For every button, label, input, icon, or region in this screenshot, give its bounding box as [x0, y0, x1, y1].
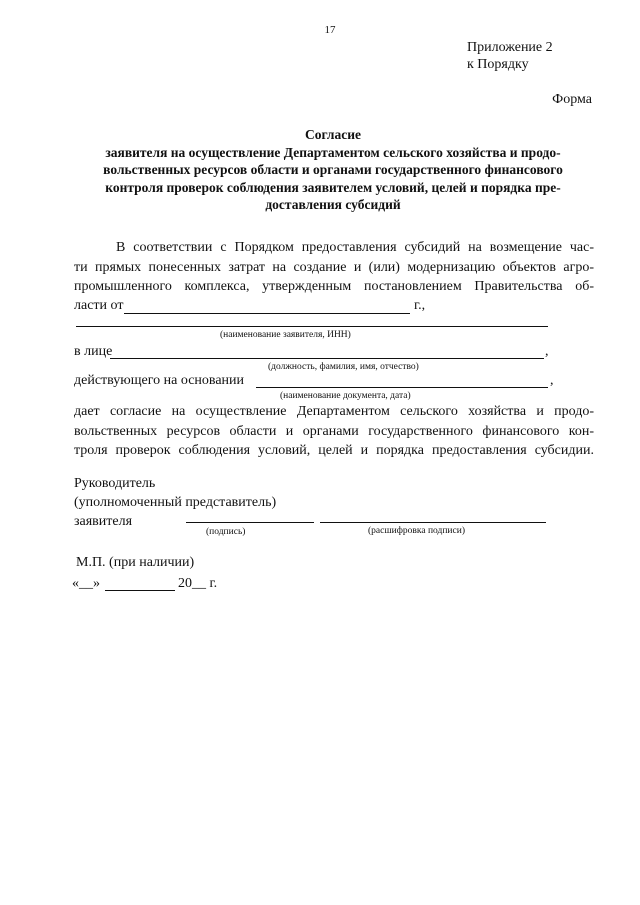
title-heading: Согласие — [304, 127, 362, 142]
signatory-line-2: (уполномоченный представитель) — [74, 495, 277, 510]
resolution-date-field[interactable] — [124, 313, 410, 314]
person-comma: , — [545, 344, 549, 359]
acting-label: действующего на основании — [74, 373, 245, 388]
document-title — [76, 126, 590, 214]
signature-decode-caption: (расшифровка подписи) — [368, 526, 465, 536]
intro-line-1: В соответствии с Порядком предоставления субсидий на возмещение час- — [116, 240, 594, 255]
applicant-field[interactable] — [76, 326, 548, 327]
title-line-4: доставления субсидий — [265, 197, 401, 212]
date-day: «__» — [72, 576, 100, 591]
acting-comma: , — [550, 373, 554, 388]
signatory-line-3: заявителя — [74, 514, 133, 529]
intro-line-4-suffix: г., — [414, 298, 426, 313]
intro-line-2: ти прямых понесенных затрат на создание и (или) модернизацию объектов агро- — [74, 259, 594, 275]
form-label: Форма — [552, 92, 592, 107]
signature-field[interactable] — [186, 522, 314, 523]
person-label: в лице — [74, 344, 113, 359]
annex-reference — [467, 39, 553, 73]
applicant-caption: (наименование заявителя, ИНН) — [220, 330, 351, 340]
consent-paragraph — [74, 402, 594, 461]
date-month-field[interactable] — [105, 590, 175, 591]
intro-line-3: промышленного комплекса, утвержденным постановлением Правительства об- — [74, 279, 594, 294]
person-caption: (должность, фамилия, имя, отчество) — [268, 362, 419, 372]
annex-line-1: Приложение 2 — [467, 40, 553, 55]
intro-line-4-prefix: ласти от — [74, 298, 124, 313]
signature-decode-field[interactable] — [320, 522, 546, 523]
title-line-1: заявителя на осуществление Департаментом сельского хозяйства и продо- — [105, 144, 561, 160]
consent-line-2: вольственных ресурсов области и органами государственного финансового кон- — [74, 423, 594, 439]
intro-paragraph — [74, 238, 594, 297]
date-year: 20__ г. — [178, 576, 218, 591]
annex-line-2: к Порядку — [467, 57, 529, 72]
page-number: 17 — [324, 24, 336, 36]
stamp-label: М.П. (при наличии) — [76, 555, 195, 570]
person-field[interactable] — [110, 358, 544, 359]
consent-line-3: троля проверок соблюдения условий, целей и порядка предоставления субсидии. — [74, 443, 594, 458]
acting-caption: (наименование документа, дата) — [280, 391, 411, 401]
acting-basis-field[interactable] — [256, 387, 548, 388]
signatory-line-1: Руководитель — [74, 476, 156, 491]
consent-line-1: дает согласие на осуществление Департаментом сельского хозяйства и продо- — [74, 404, 594, 419]
title-line-3: контроля проверок соблюдения заявителем условий, целей и порядка пре- — [105, 179, 561, 195]
signature-caption: (подпись) — [206, 527, 246, 537]
title-line-2: вольственных ресурсов области и органами государственного финансового — [103, 162, 563, 177]
